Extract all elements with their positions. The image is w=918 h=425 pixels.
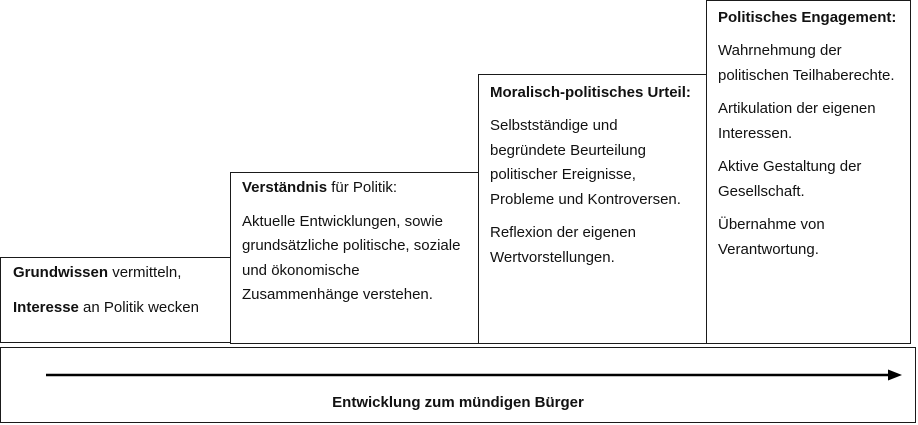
step-2-keyword: Verständnis	[242, 179, 328, 196]
step-1-line-1	[13, 261, 219, 286]
step-2-paragraph: Aktuelle Entwicklungen, sowie grundsätzliche politische, soziale und ökonomische Zusammenhänge verstehen.	[242, 212, 461, 303]
step-1-text-1: vermitteln,	[108, 264, 182, 281]
step-3-box	[478, 74, 707, 344]
step-4-title: Politisches Engagement:	[718, 9, 897, 26]
step-2-heading	[242, 176, 468, 201]
step-2-box	[230, 172, 480, 344]
step-3-title: Moralisch-politisches Urteil:	[490, 84, 691, 101]
step-1-box	[0, 257, 232, 343]
step-4-box	[706, 0, 911, 344]
step-4-paragraph-4: Übernahme von Verantwortung.	[718, 216, 825, 258]
step-2-heading-text: für Politik:	[327, 179, 398, 196]
step-1-text-2: an Politik wecken	[78, 298, 199, 316]
development-banner	[0, 347, 916, 423]
step-3-paragraph-2: Reflexion der eigenen Wertvorstellungen.	[490, 224, 636, 266]
development-label: Entwicklung zum mündigen Bürger	[332, 394, 584, 411]
step-3-paragraph-1: Selbstständige und begründete Beurteilung politischer Ereignisse, Probleme und Kontroversen.	[490, 117, 681, 208]
step-1-line-2	[13, 296, 219, 321]
development-arrow-icon	[45, 366, 903, 384]
step-1-keyword-2: Interesse	[13, 298, 79, 316]
step-1-keyword-1: Grundwissen	[13, 264, 109, 281]
step-4-paragraph-2: Artikulation der eigenen Interessen.	[718, 100, 876, 142]
step-4-paragraph-3: Aktive Gestaltung der Gesellschaft.	[718, 158, 862, 200]
step-4-paragraph-1: Wahrnehmung der politischen Teilhaberechte.	[718, 42, 895, 84]
